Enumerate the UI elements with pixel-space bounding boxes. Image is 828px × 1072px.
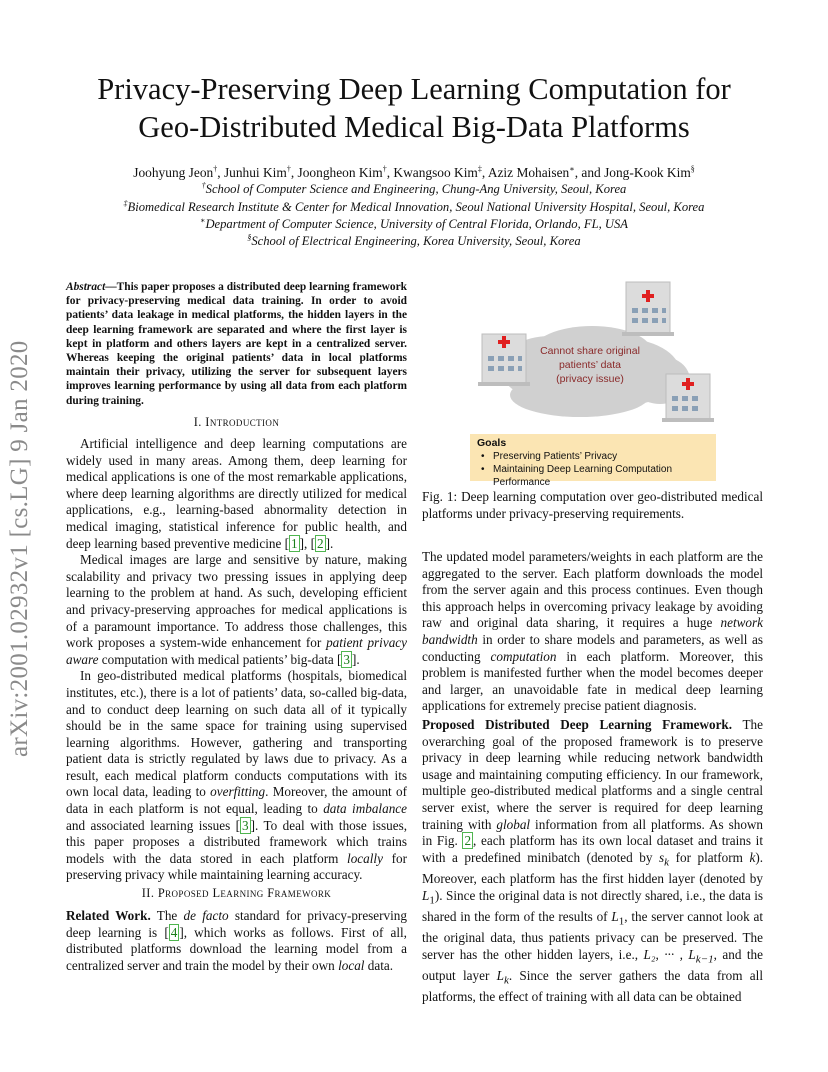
citation-link[interactable]: 3 — [242, 817, 249, 833]
goals-box — [470, 434, 716, 488]
text: data. — [367, 957, 394, 973]
text: . Since the server gathers the data from all platforms, the effect of training with all data can be obtained — [422, 967, 763, 1005]
text: ). Since the original data is not directly shared, i.e., the data is shared in the form of the results of — [422, 887, 763, 924]
text: for platform — [675, 849, 743, 865]
affiliation-text: School of Electrical Engineering, Korea University, Seoul, Korea — [251, 234, 581, 248]
author-mark: § — [690, 164, 695, 174]
paragraph: Artificial intelligence and deep learning computations are widely used in many areas. Among them, deep learning for medical applications is one of the most remarkable applications, where deep learning algorithms are directly utilized for medical applications, e.g., learning-based abnormality detection in medical imaging, statistical inference for public health, and deep learning based preventive medicine [ 1 ], [ 2 ]. — [66, 436, 407, 551]
text: . Moreover, the amount of data in each platform is not equal, leading to — [66, 784, 407, 817]
author: Junhui Kim — [223, 165, 287, 180]
emphasis: overfitting — [210, 784, 266, 800]
hospital-icon — [478, 334, 530, 386]
author: Joongheon Kim — [297, 165, 383, 180]
cloud-shape — [500, 326, 690, 417]
citation-link[interactable]: 1 — [291, 535, 298, 551]
math-symbol: s — [659, 849, 665, 865]
paragraph-heading: Related Work. — [66, 908, 151, 923]
section-heading — [66, 886, 407, 901]
emphasis: data imbalance — [323, 801, 407, 817]
text: ). Moreover, each platform has the first hidden layer (denoted by — [422, 849, 764, 886]
math-subscript: k — [664, 856, 670, 869]
affiliation-mark: ‡ — [123, 198, 128, 208]
cloud-label-3: (privacy issue) — [556, 373, 624, 385]
text: , each platform has its own local dataset and trains it with a predefined minibatch (denoted by — [422, 833, 763, 865]
affiliation-text: Department of Computer Science, University of Central Florida, Orlando, FL, USA — [205, 217, 628, 231]
author-mark: ∗ — [569, 164, 575, 174]
author-mark: † — [382, 164, 387, 174]
citation-link[interactable]: 4 — [170, 924, 178, 940]
abstract — [66, 280, 407, 408]
paragraph: Related Work. The de facto standard for privacy-preserving deep learning is [ 4 ], which works as follows. First of all, distributed platforms download the learning model from a centralized server and train the model by their own local data. — [66, 908, 407, 973]
figure-link[interactable]: 2 — [464, 833, 472, 849]
paragraph: In geo-distributed medical platforms (hospitals, biomedical institutes, etc.), there is a lot of patients’ data, so-called big-data, and to conduct deep learning on such data all of it typically should be in the same space for training using supervised learning algorithms. However, gathering and transporting patient data is strictly regulated by laws due to privacy. As a result, each medical platform conducts computations with its own local data, leading to overfitting. Moreover, the amount of data in each platform is not equal, leading to data imbalance and associated learning issues [ 3 ]. To deal with those issues, this paper proposes a distributed framework which trains models with the data stored in each platform locally for preserving privacy while maintaining learning accuracy. — [66, 668, 407, 883]
paragraph: Proposed Distributed Deep Learning Framework. The overarching goal of the proposed framework is to preserve privacy in deep learning while reducing network bandwidth usage and maintaining computing efficiency. In our framework, multiple geo-distributed medical platforms and a single central server exist, where the server is required for deep learning training with global information from all platforms. As shown in Fig. 2 , each platform has its own local dataset and trains it with a predefined minibatch (denoted by $s_k$ for platform k). Moreover, each platform has the first hidden layer (denoted by $L_1$). Since the original data is not directly shared, i.e., the data is shared in the form of the results of $L_1$, the server cannot look at the original data, thus patients privacy can be preserved. The server has the other hidden layers, i.e., L₂, ··· , $L_{k-1}$, and the output layer $L_k$. Since the server gathers the data from all platforms, the effect of training with all data can be obtained — [422, 716, 764, 1005]
affiliation — [0, 181, 828, 197]
text: . To deal with those issues, this paper proposes a distributed framework which trains models with the data stored in each platform — [66, 817, 407, 866]
affiliation — [0, 199, 828, 215]
affiliation — [0, 233, 828, 249]
title-line-2: Geo-Distributed Medical Big-Data Platforms — [138, 110, 690, 144]
goal-item: • Preserving Patients’ Privacy — [477, 450, 709, 463]
figure-caption: Fig. 1: Deep learning computation over geo-distributed medical platforms under privacy-preserving requirements. — [422, 489, 763, 521]
math-symbol: L — [422, 887, 430, 903]
author-mark: † — [213, 164, 218, 174]
text: and associated learning issues — [66, 817, 231, 833]
emphasis: de facto — [183, 908, 229, 923]
text: The — [156, 908, 178, 923]
emphasis: local — [338, 957, 365, 973]
math-subscript: k−1 — [695, 953, 714, 966]
text: standard for privacy-preserving deep learning is — [66, 908, 407, 940]
affiliation — [0, 216, 828, 232]
math-expression: L₂, ··· , L — [643, 946, 696, 962]
emphasis: patient privacy aware — [66, 635, 407, 667]
author: Aziz Mohaisen — [487, 165, 570, 180]
citation-link[interactable]: 3 — [343, 651, 351, 667]
section-title: Introduction — [205, 415, 280, 429]
title-line-1: Privacy-Preserving Deep Learning Computation for — [97, 72, 731, 106]
text: in each platform. Moreover, this problem is manifested further when the model becomes deeper and larger, an unavoidable fate in medical deep learning applications for extremely precise patient diagnosis. — [422, 648, 764, 714]
affiliation-mark: § — [247, 232, 252, 242]
math-subscript: k — [503, 974, 509, 987]
text: The updated model parameters/weights in each platform are the aggregated to the server. Each platform downloads the model from the server again and this process continues. Even though this approach helps in overcoming privacy leakage by avoiding raw and original data sharing, it requires a huge — [422, 549, 763, 631]
affiliation-text: Biomedical Research Institute & Center for Medical Innovation, Seoul National University Hospital, Seoul, Korea — [127, 200, 705, 214]
emphasis: locally — [347, 850, 383, 866]
text: The overarching goal of the proposed framework is to preserve privacy in deep learning while reducing network bandwidth usage and maintaining computing efficiency. In our framework, multiple geo-distributed medical platforms and a single central server exist, where the server is required for deep learning training with — [422, 716, 763, 832]
author: Joohyung Jeon — [133, 165, 214, 180]
author-list: Joohyung Jeon†, Junhui Kim†, Joongheon Kim†, Kwangsoo Kim‡, Aziz Mohaisen∗, and Jong-Kook Kim§ — [133, 164, 695, 180]
abstract-label: Abstract — [66, 281, 106, 293]
emphasis: computation — [490, 648, 557, 664]
text: , the server cannot look at the original data, thus patients privacy can be preserved. The server has the other hidden layers, i.e., — [422, 908, 763, 962]
goal-item: • Maintaining Deep Learning Computation Performance — [477, 463, 709, 489]
paragraph: Medical images are large and sensitive by nature, making scalability and privacy two pressing issues in applying deep learning to the problem at hand. As such, developing efficient and privacy-preserving approaches for medical applications is of a paramount importance. To address those challenges, this work proposes a system-wide enhancement for patient privacy aware computation with medical patients’ big-data [ 3 ]. — [66, 552, 407, 667]
paragraph-heading: Proposed Distributed Deep Learning Framework. — [422, 716, 733, 732]
math-subscript: 1 — [429, 894, 435, 907]
paper-title — [0, 70, 828, 146]
abstract-text: —This paper proposes a distributed deep learning framework for privacy-preserving medical data training. In order to avoid patients’ data leakage in medical platforms, the hidden layers in the deep learning framework are separated and where the first layer is kept in platform and others layers are kept in a centralized server. Whereas keeping the original patients’ data in local platforms maintain their privacy, utilizing the server for subsequent layers improves learning performance by using all data from each platform during training. — [66, 281, 407, 407]
math-symbol: k — [749, 849, 756, 865]
author: and Jong-Kook Kim — [581, 165, 691, 180]
intro-text — [66, 436, 407, 884]
right-column-text — [422, 549, 763, 1006]
section-number: I. — [193, 415, 202, 429]
citation-link[interactable]: 2 — [317, 535, 324, 551]
arxiv-identifier: arXiv:2001.02932v1 [cs.LG] 9 Jan 2020 — [6, 340, 33, 757]
text: in order to share models and parameters, as well as conducting — [422, 631, 763, 664]
text: for preserving privacy while maintaining learning accuracy. — [66, 850, 407, 883]
text: , and the output layer — [422, 946, 764, 983]
text: Medical images are large and sensitive by nature, making scalability and privacy two pressing issues in applying deep learning to the problem at hand. As such, developing efficient and privacy-preserving approaches for medical applications is of a paramount importance. To address those challenges, this work proposes a system-wide enhancement for — [66, 552, 407, 651]
goals-title: Goals — [477, 437, 507, 449]
cloud-label-2: patients’ data — [558, 359, 622, 371]
section-title: Proposed Learning Framework — [157, 886, 332, 900]
emphasis: network bandwidth — [422, 615, 764, 647]
affiliation-mark: † — [201, 180, 206, 190]
text: In geo-distributed medical platforms (hospitals, biomedical institutes, etc.), there is a lot of patients’ data, so-called big-data, and to conduct deep learning on such data all of it typically should be in the same space for training using supervised learning algorithms. However, gathering and transporting patient data is strictly regulated by laws due to privacy. As a result, each medical platform conducts computations with its own local data, leading to — [66, 668, 407, 800]
emphasis: global — [496, 816, 531, 832]
author-mark: † — [286, 164, 291, 174]
math-symbol: L — [496, 967, 504, 983]
affiliation-mark: ∗ — [200, 215, 206, 225]
cloud-label-1: Cannot share original — [540, 345, 640, 357]
section-heading — [66, 415, 407, 430]
text: Artificial intelligence and deep learning computations are widely used in many areas. Among them, deep learning for medical applications is one of the most remarkable applications, where deep learning algorithms are directly utilized for medical applications, e.g., learning-based abnormality detection in medical imaging, statistical inference for public health, and deep learning based preventive medicine — [66, 436, 407, 551]
text: computation with medical patients’ big-data — [101, 651, 334, 667]
section-number: II. — [141, 886, 155, 900]
paragraph — [422, 549, 763, 715]
hospital-icon — [662, 374, 714, 422]
text: information from all platforms. As shown in Fig. — [422, 816, 764, 849]
hospital-icon — [622, 282, 674, 336]
related-work-text — [66, 908, 407, 974]
affiliation-text: School of Computer Science and Engineering, Chung-Ang University, Seoul, Korea — [205, 182, 627, 196]
author: Kwangsoo Kim — [393, 165, 478, 180]
author-mark: ‡ — [477, 164, 482, 174]
text: , which works as follows. First of all, distributed platforms download the learning model from a centralized server and train the model by their own — [66, 924, 407, 973]
